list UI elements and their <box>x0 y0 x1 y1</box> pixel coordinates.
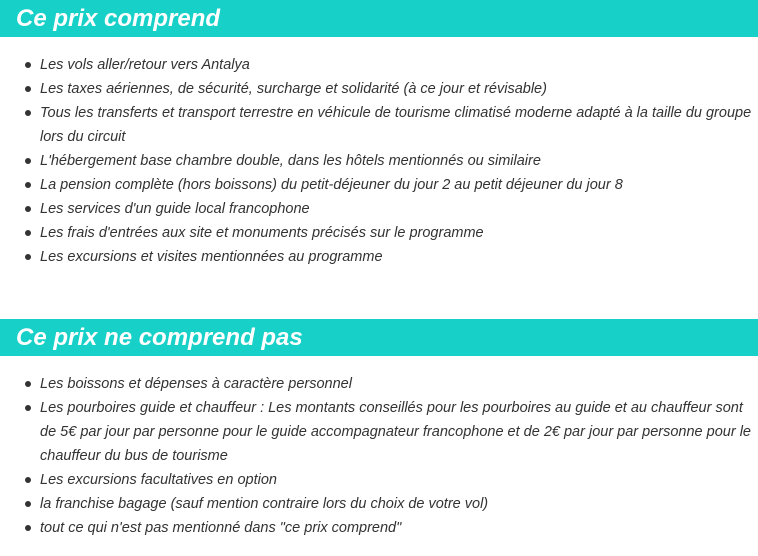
list-item: Les excursions facultatives en option <box>40 468 758 492</box>
excluded-list <box>0 372 758 540</box>
list-item: Les excursions et visites mentionnées au programme <box>40 245 758 269</box>
included-list <box>0 53 758 269</box>
list-item: Les pourboires guide et chauffeur : Les montants conseillés pour les pourboires au guide et au chauffeur sont de 5€ par jour par personne pour le guide accompagnateur francophone et de 2€ par jour par personne pour le chauffeur du bus de tourisme <box>40 396 758 468</box>
excluded-section-title: Ce prix ne comprend pas <box>0 319 758 356</box>
list-item: la franchise bagage (sauf mention contraire lors du choix de votre vol) <box>40 492 758 516</box>
list-item: Les vols aller/retour vers Antalya <box>40 53 758 77</box>
list-item: tout ce qui n'est pas mentionné dans "ce prix comprend" <box>40 516 758 540</box>
list-item: Les boissons et dépenses à caractère personnel <box>40 372 758 396</box>
list-item: Tous les transferts et transport terrestre en véhicule de tourisme climatisé moderne adapté à la taille du groupe lors du circuit <box>40 101 758 149</box>
list-item: Les frais d'entrées aux site et monuments précisés sur le programme <box>40 221 758 245</box>
included-section <box>0 0 758 269</box>
list-item: Les taxes aériennes, de sécurité, surcharge et solidarité (à ce jour et révisable) <box>40 77 758 101</box>
list-item: Les services d'un guide local francophone <box>40 197 758 221</box>
excluded-section <box>0 319 758 540</box>
included-section-title: Ce prix comprend <box>0 0 758 37</box>
list-item: La pension complète (hors boissons) du petit-déjeuner du jour 2 au petit déjeuner du jour 8 <box>40 173 758 197</box>
list-item: L'hébergement base chambre double, dans les hôtels mentionnés ou similaire <box>40 149 758 173</box>
